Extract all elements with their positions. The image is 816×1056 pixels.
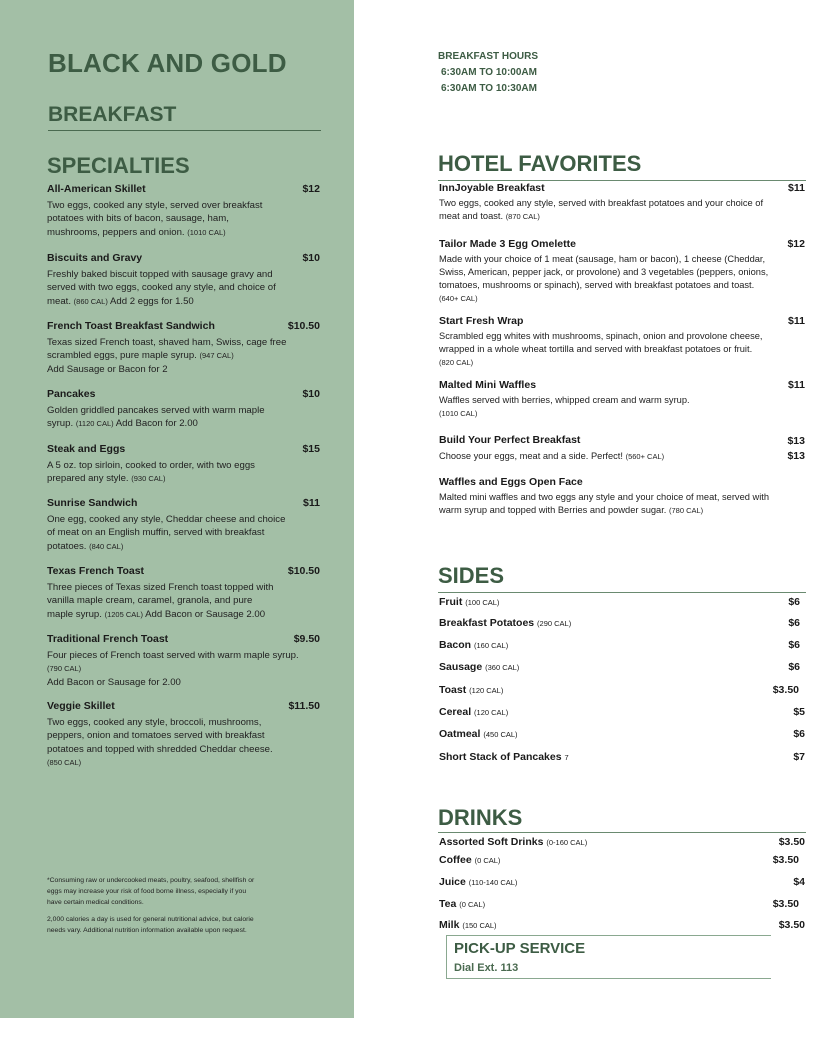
item-cal: (120 CAL): [474, 708, 509, 717]
menu-item: [47, 320, 320, 376]
item-desc: One egg, cooked any style, Cheddar cheese and choice of meat on an English muffin, served with breakfast potatoes.: [47, 513, 286, 552]
item-name: Short Stack of Pancakes: [439, 751, 562, 763]
item-desc: Three pieces of Texas sized French toast topped with vanilla maple cream, caramel, granola, and pure maple syrup.: [47, 581, 274, 620]
item-cal: (360 CAL): [485, 663, 520, 672]
item-cal: (1010 CAL): [187, 227, 226, 237]
item-name: Breakfast Potatoes: [439, 617, 535, 629]
item-price: $9.50: [293, 633, 320, 645]
item-cal: (160 CAL): [474, 641, 509, 650]
item-cal: 7: [564, 753, 569, 762]
item-cal: (840 CAL): [89, 541, 124, 551]
item-desc: Malted mini waffles and two eggs any style and your choice of meat, served with warm syrup and topped with Berries and powder sugar.: [439, 492, 770, 515]
divider: [48, 130, 321, 131]
item-cal: (850 CAL): [47, 758, 82, 767]
pickup-extension: Dial Ext. 113: [454, 962, 519, 974]
menu-item: [47, 497, 320, 553]
menu-item: [47, 443, 320, 486]
item-cal: (1120 CAL): [75, 419, 114, 428]
breakfast-hours: [438, 49, 538, 97]
item-price: $11: [303, 497, 320, 509]
item-name: Pancakes: [47, 388, 96, 400]
list-item: [439, 661, 805, 673]
specialties-title: SPECIALTIES: [47, 153, 190, 178]
item-cal: (150 CAL): [462, 921, 497, 930]
item-name: Bacon: [439, 639, 472, 651]
item-name: Juice: [439, 876, 466, 888]
item-desc: Two eggs, cooked any style, served over breakfast potatoes with bits of bacon, sausage, ham, mushrooms, peppers and onion.: [47, 199, 263, 238]
item-name: Cereal: [439, 706, 472, 718]
item-price: $6: [788, 617, 800, 629]
item-price: $12: [302, 183, 320, 195]
menu-item: [47, 700, 320, 770]
item-extra: Add 2 eggs for 1.50: [110, 295, 194, 307]
item-name: Assorted Soft Drinks: [439, 836, 544, 848]
list-item: [439, 728, 805, 740]
list-item: [439, 684, 805, 696]
item-name: Veggie Skillet: [47, 700, 115, 712]
menu-item: [439, 379, 805, 420]
brand-title: BLACK AND GOLD: [48, 48, 287, 78]
item-name: Start Fresh Wrap: [439, 315, 524, 327]
item-cal: (780 CAL): [668, 506, 704, 515]
list-item: [439, 876, 805, 888]
list-item: [439, 639, 805, 651]
list-item: [439, 706, 805, 718]
item-cal: (640+ CAL): [439, 294, 478, 303]
sides-title: SIDES: [438, 563, 505, 588]
item-cal: (110-140 CAL): [468, 878, 518, 887]
list-item: [439, 898, 805, 910]
pickup-box: [446, 935, 771, 979]
item-price: $3.50: [772, 684, 799, 696]
menu-item: [47, 252, 320, 308]
item-name: Texas French Toast: [47, 565, 145, 577]
item-desc: Made with your choice of 1 meat (sausage, ham or bacon), 1 cheese (Cheddar, Swiss, American, pepper jack, or provolone) and 3 vegetables (peppers, onions, tomatoes, mushrooms or spinach), served with breakfast potatoes and toast.: [439, 254, 769, 290]
hours-line: 6:30AM TO 10:00AM: [441, 67, 537, 78]
item-price: $6: [788, 596, 800, 608]
item-cal: (120 CAL): [469, 686, 504, 695]
item-name: Toast: [439, 684, 467, 696]
item-desc: Four pieces of French toast served with warm maple syrup.: [47, 649, 299, 661]
item-price: $7: [793, 751, 805, 763]
menu-item: [439, 182, 805, 223]
item-desc: Golden griddled pancakes served with warm maple syrup.: [47, 404, 265, 429]
item-cal: (0-160 CAL): [546, 838, 588, 847]
footnote-calories: 2,000 calories a day is used for general nutritional advice, but calorie needs vary. Additional nutrition information available upon request.: [47, 916, 254, 934]
item-name: Malted Mini Waffles: [439, 379, 537, 391]
item-desc: Texas sized French toast, shaved ham, Swiss, cage free scrambled eggs, pure maple syrup.: [47, 336, 287, 361]
list-item: [439, 919, 805, 931]
item-cal: (100 CAL): [465, 598, 500, 607]
item-name: Build Your Perfect Breakfast: [439, 434, 581, 446]
favorites-title: HOTEL FAVORITES: [438, 151, 642, 176]
item-name: Fruit: [439, 596, 463, 608]
item-price: $3.50: [778, 836, 805, 848]
menu-item: [439, 238, 805, 305]
menu-item: [439, 434, 805, 464]
item-price: $11.50: [288, 700, 320, 712]
item-desc: Choose your eggs, meat and a side. Perfect!: [439, 451, 623, 461]
menu-item: [439, 315, 805, 369]
drinks-title: DRINKS: [438, 805, 523, 830]
menu-item: [439, 476, 805, 517]
item-name: All-American Skillet: [47, 183, 146, 195]
item-name: InnJoyable Breakfast: [439, 182, 545, 194]
item-name: French Toast Breakfast Sandwich: [47, 320, 215, 332]
item-desc: Two eggs, cooked any style, broccoli, mushrooms, peppers, onion and tomatoes served with breakfast potatoes and topped with shredded Cheddar cheese.: [47, 716, 273, 755]
list-item: [439, 854, 805, 866]
divider: [438, 180, 806, 181]
item-price: $15: [302, 443, 320, 455]
item-price: $6: [788, 661, 800, 673]
item-desc: Scrambled egg whites with mushrooms, spinach, onion and provolone cheese, wrapped in a whole wheat tortilla and served with breakfast potatoes or fruit.: [439, 331, 763, 354]
item-cal: (1010 CAL): [439, 409, 478, 418]
menu-item: [47, 388, 320, 431]
divider: [438, 592, 806, 593]
item-price: $3.50: [772, 854, 799, 866]
item-extra: Add Bacon or Sausage 2.00: [145, 608, 266, 620]
divider: [438, 832, 806, 833]
item-price: $4: [793, 876, 805, 888]
item-name: Steak and Eggs: [47, 443, 126, 455]
hours-label: BREAKFAST HOURS: [438, 51, 539, 62]
item-cal: (290 CAL): [537, 619, 572, 628]
list-item: [439, 836, 805, 848]
footnote-food-safety: *Consuming raw or undercooked meats, poultry, seafood, shellfish or eggs may increase your risk of food borne illness, especially if you have certain medical conditions.: [47, 877, 255, 906]
item-extra: Add Sausage or Bacon for 2: [47, 363, 168, 375]
item-extra: Add Bacon or Sausage for 2.00: [47, 676, 181, 688]
item-cal: (0 CAL): [459, 900, 486, 909]
item-price: $10: [302, 252, 320, 264]
item-price: $3.50: [772, 898, 799, 910]
item-name: Tailor Made 3 Egg Omelette: [439, 238, 576, 250]
item-cal: (947 CAL): [199, 351, 234, 360]
item-desc: Waffles served with berries, whipped cream and warm syrup.: [439, 395, 690, 405]
item-name: Tea: [439, 898, 457, 910]
item-price: $12: [787, 238, 805, 250]
item-cal: (1205 CAL): [104, 609, 143, 619]
item-price: $13: [787, 435, 805, 447]
item-price: $10: [302, 388, 320, 400]
item-cal: (450 CAL): [483, 730, 518, 739]
item-cal: (0 CAL): [474, 856, 501, 865]
item-desc: Freshly baked biscuit topped with sausage gravy and served with two eggs, cooked any style, and choice of meat.: [47, 268, 276, 307]
item-price: $3.50: [778, 919, 805, 931]
item-name: Sunrise Sandwich: [47, 497, 138, 509]
item-desc: Two eggs, cooked any style, served with breakfast potatoes and your choice of meat and toast.: [439, 198, 764, 221]
item-extra: Add Bacon for 2.00: [115, 418, 198, 429]
menu-item: [47, 183, 320, 239]
list-item: [439, 617, 805, 629]
list-item: [439, 751, 805, 763]
hours-line: 6:30AM TO 10:30AM: [441, 83, 537, 94]
item-cal: (870 CAL): [505, 212, 540, 221]
item-name: Biscuits and Gravy: [47, 252, 143, 264]
meal-title: BREAKFAST: [48, 103, 177, 126]
item-price: $13: [787, 450, 805, 462]
item-price: $11: [788, 379, 805, 391]
item-name: Sausage: [439, 661, 483, 673]
menu-item: [47, 633, 320, 689]
item-cal: (790 CAL): [47, 664, 82, 673]
item-cal: (860 CAL): [73, 296, 108, 306]
item-price: $11: [788, 182, 805, 194]
item-price: $10.50: [287, 565, 320, 577]
item-price: $10.50: [287, 320, 320, 332]
item-name: Oatmeal: [439, 728, 481, 740]
item-name: Waffles and Eggs Open Face: [439, 476, 583, 488]
item-desc: A 5 oz. top sirloin, cooked to order, with two eggs prepared any style.: [47, 459, 255, 484]
pickup-title: PICK-UP SERVICE: [454, 940, 586, 957]
list-item: [439, 596, 805, 608]
item-name: Milk: [439, 919, 460, 931]
item-cal: (930 CAL): [131, 474, 166, 483]
item-price: $6: [788, 639, 800, 651]
item-price: $5: [793, 706, 805, 718]
item-name: Traditional French Toast: [47, 633, 169, 645]
menu-item: [47, 565, 320, 621]
item-price: $11: [788, 315, 805, 327]
item-cal: (560+ CAL): [625, 452, 665, 461]
item-price: $6: [793, 728, 805, 740]
item-name: Coffee: [439, 854, 472, 866]
item-cal: (820 CAL): [439, 358, 474, 367]
